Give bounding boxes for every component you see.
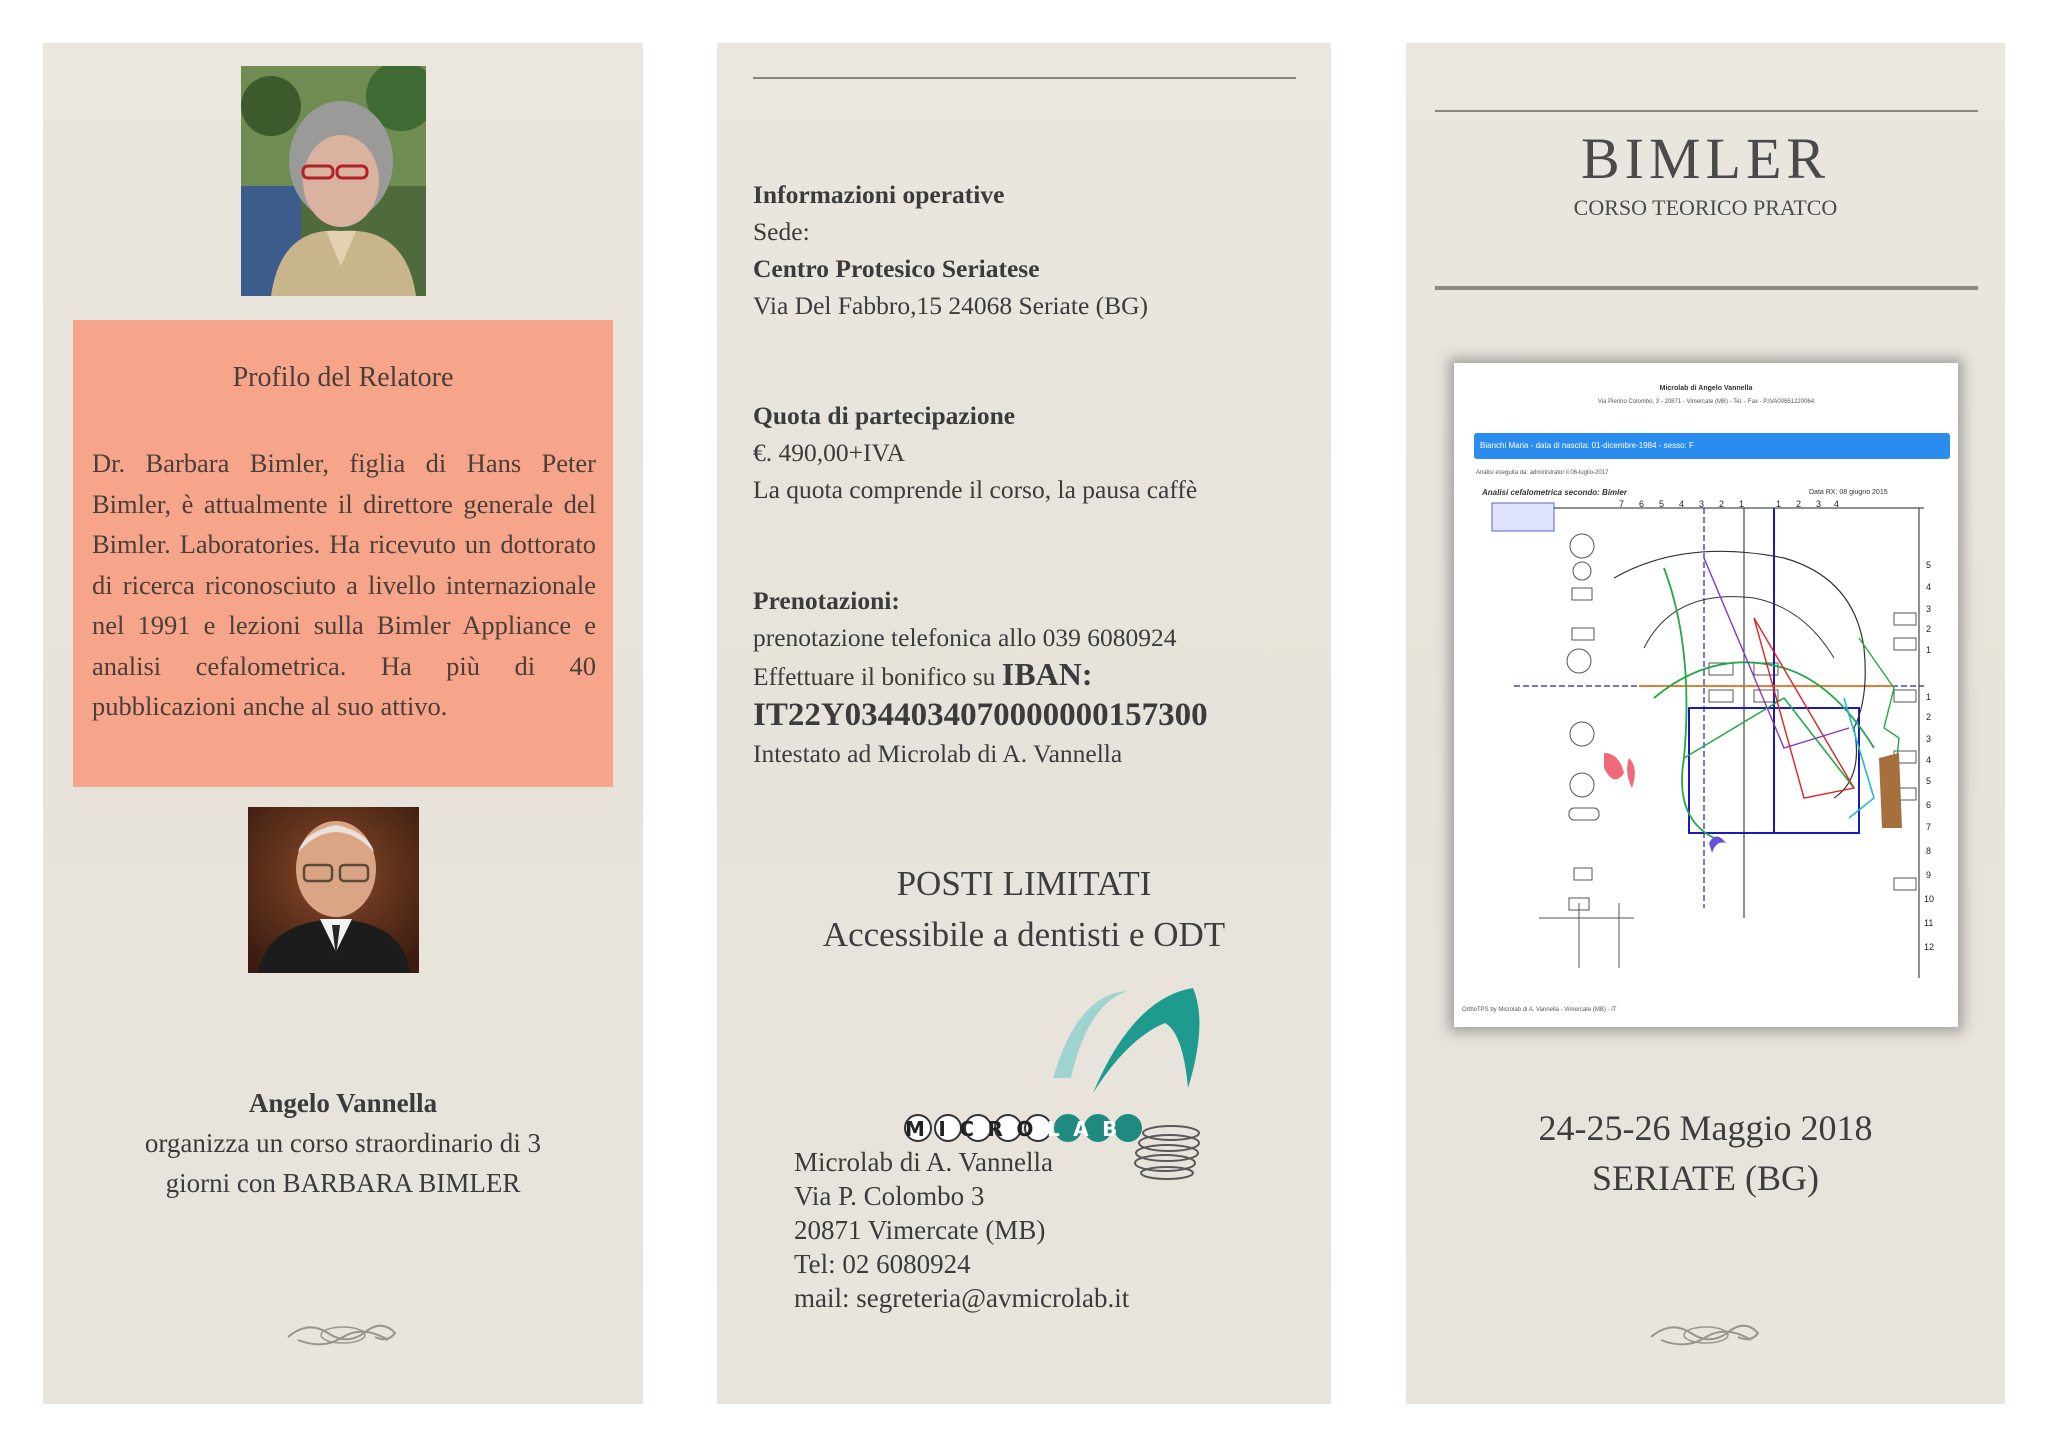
patient-bar <box>1474 433 1950 459</box>
svg-text:1: 1 <box>1739 499 1745 509</box>
address-line: Tel: 02 6080924 <box>794 1249 971 1279</box>
svg-text:3: 3 <box>1926 734 1932 744</box>
cover-panel <box>1406 43 2005 1404</box>
logo-text-lab: LAB <box>1046 1117 1131 1141</box>
speaker-panel <box>43 43 643 1404</box>
cephalometric-tracing-icon <box>1454 498 1958 998</box>
bonifico-text: Effettuare il bonifico su <box>753 662 1002 691</box>
svg-text:7: 7 <box>1926 822 1932 832</box>
venue-info <box>753 176 1148 324</box>
course-dates-block <box>1406 1103 2005 1203</box>
report-analysis-by: Analisi eseguita da: administrator il 06-luglio-2017 <box>1476 470 1609 476</box>
svg-text:4: 4 <box>1679 499 1685 509</box>
svg-text:7: 7 <box>1619 499 1625 509</box>
svg-text:5: 5 <box>1659 499 1665 509</box>
iban-label: IBAN: <box>1001 656 1093 692</box>
course-location: SERIATE (BG) <box>1592 1158 1819 1198</box>
top-divider <box>753 77 1296 79</box>
address-line: Microlab di A. Vannella <box>794 1147 1053 1177</box>
patient-bar-text: Bianchi Maria - data di nascita: 01-dicembre-1984 - sesso: F <box>1480 441 1694 450</box>
venue-address: Via Del Fabbro,15 24068 Seriate (BG) <box>753 291 1149 320</box>
report-analysis-title: Analisi cefalometrica secondo: Bimler <box>1482 488 1627 497</box>
svg-text:11: 11 <box>1924 918 1934 928</box>
organizer-block <box>43 1083 643 1203</box>
posti-limitati: POSTI LIMITATI <box>896 864 1152 903</box>
organizer-photo <box>248 807 419 973</box>
svg-text:1: 1 <box>1926 692 1932 702</box>
prenotazioni-heading: Prenotazioni: <box>753 586 900 615</box>
svg-text:2: 2 <box>1796 499 1802 509</box>
svg-text:4: 4 <box>1834 499 1840 509</box>
svg-text:10: 10 <box>1924 894 1935 904</box>
fee-info <box>753 397 1197 508</box>
iban-number: IT22Y0344034070000000157300 <box>753 697 1208 733</box>
contact-address <box>794 1145 1129 1315</box>
svg-text:3: 3 <box>1816 499 1822 509</box>
intestato-text: Intestato ad Microlab di A. Vannella <box>753 739 1123 768</box>
quota-note: La quota comprende il corso, la pausa caffè <box>753 475 1198 504</box>
prenotazioni-phone: prenotazione telefonica allo 039 6080924 <box>753 623 1177 652</box>
info-heading: Informazioni operative <box>753 180 1005 209</box>
course-dates: 24-25-26 Maggio 2018 <box>1538 1108 1873 1148</box>
report-company: Microlab di Angelo Vannella <box>1659 385 1753 392</box>
svg-text:6: 6 <box>1639 499 1645 509</box>
svg-text:5: 5 <box>1926 776 1932 786</box>
svg-text:2: 2 <box>1926 712 1932 722</box>
address-line: mail: segreteria@avmicrolab.it <box>794 1283 1130 1313</box>
logo-text-micro: MICRO <box>905 1117 1047 1141</box>
flourish-ornament-icon <box>283 1315 403 1355</box>
flourish-ornament-icon <box>1646 1315 1766 1355</box>
svg-text:3: 3 <box>1926 604 1932 614</box>
bottom-rule <box>1435 286 1978 290</box>
booking-info <box>753 582 1208 772</box>
course-subtitle: CORSO TEORICO PRATCO <box>1573 195 1838 220</box>
svg-text:6: 6 <box>1926 800 1932 810</box>
limited-seats-block <box>717 858 1331 960</box>
svg-text:1: 1 <box>1776 499 1782 509</box>
top-rule <box>1435 110 1978 112</box>
svg-text:2: 2 <box>1719 499 1725 509</box>
cephalometric-report-image <box>1454 363 1958 1027</box>
speaker-profile-box <box>73 320 613 787</box>
address-line: 20871 Vimercate (MB) <box>794 1215 1046 1245</box>
report-footer: OrthoTPS by Microlab di A. Vannella - Vimercate (MB) - IT <box>1462 1007 1617 1013</box>
accessibile-text: Accessibile a dentisti e ODT <box>822 915 1226 954</box>
report-rx-date: Data RX: 08 giugno 2015 <box>1809 489 1888 496</box>
svg-text:3: 3 <box>1699 499 1705 509</box>
svg-text:5: 5 <box>1926 560 1932 570</box>
svg-text:12: 12 <box>1924 942 1935 952</box>
svg-text:1: 1 <box>1926 645 1932 655</box>
svg-text:4: 4 <box>1926 755 1932 765</box>
svg-text:2: 2 <box>1926 624 1932 634</box>
venue-name: Centro Protesico Seriatese <box>753 254 1040 283</box>
brand-title: BIMLER <box>1580 126 1831 191</box>
organizer-name: Angelo Vannella <box>248 1088 438 1118</box>
svg-text:9: 9 <box>1926 870 1932 880</box>
svg-text:4: 4 <box>1926 582 1932 592</box>
svg-text:8: 8 <box>1926 846 1932 856</box>
sede-label: Sede: <box>753 217 810 246</box>
quota-price: €. 490,00+IVA <box>753 438 906 467</box>
info-panel <box>717 43 1331 1404</box>
quota-heading: Quota di partecipazione <box>753 401 1016 430</box>
organizer-line-2: giorni con BARBARA BIMLER <box>165 1168 521 1198</box>
report-company-address: Via Pierino Colombo, 3 - 20871 - Vimercate (MB) - Tel. - Fax - P.IVA00651220064 <box>1597 399 1815 405</box>
profile-body: Dr. Barbara Bimler, figlia di Hans Peter Bimler, è attualmente il direttore generale del Bimler. Laboratories. Ha ricevuto un dottorato di ricerca riconosciuto a livello internazionale nel 1991 e lezioni sulla Bimler Appliance e analisi cefalometrica. Ha più di 40 pubblicazioni anche al suo attivo. <box>92 448 596 721</box>
address-line: Via P. Colombo 3 <box>794 1181 985 1211</box>
speaker-photo-barbara-bimler <box>241 66 426 296</box>
organizer-line-1: organizza un corso straordinario di 3 <box>144 1128 542 1158</box>
profile-title: Profilo del Relatore <box>232 362 454 393</box>
